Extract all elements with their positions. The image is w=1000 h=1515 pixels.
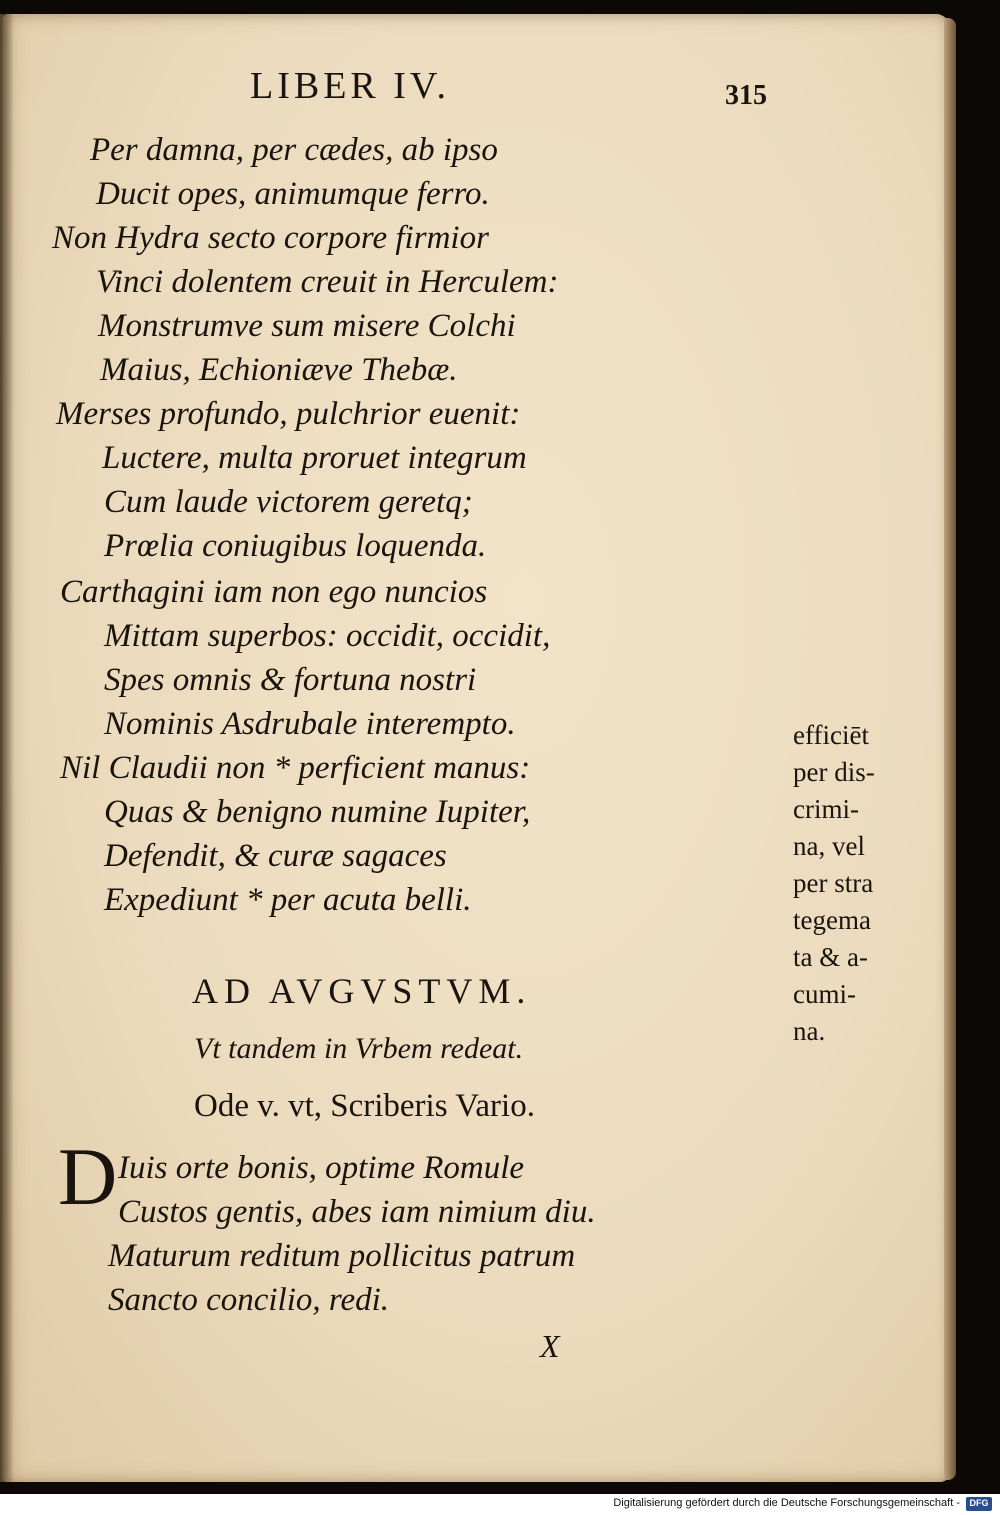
margin-gloss-line: na, vel — [793, 831, 865, 861]
verse-line: Quas & benigno numine Iupiter, — [104, 794, 531, 830]
verse-line: Defendit, & curæ sagaces — [104, 838, 447, 874]
margin-gloss-line: crimi- — [793, 794, 859, 824]
verse-line: Nil Claudii non * perficient manus: — [60, 750, 531, 786]
verse-line: Mittam superbos: occidit, occidit, — [104, 618, 551, 654]
page-edge — [944, 18, 956, 1480]
page-number: 315 — [725, 80, 767, 111]
verse-line: Per damna, per cædes, ab ipso — [90, 132, 498, 168]
verse-line: Carthagini iam non ego nuncios — [60, 574, 488, 610]
ode-line: Sancto concilio, redi. — [108, 1282, 390, 1318]
verse-line: Ducit opes, animumque ferro. — [96, 176, 490, 212]
verse-line: Vinci dolentem creuit in Herculem: — [96, 264, 559, 300]
verse-line: Merses profundo, pulchrior euenit: — [56, 396, 521, 432]
margin-gloss-line: na. — [793, 1016, 826, 1046]
running-head: LIBER IV. — [250, 65, 450, 107]
dfg-logo-icon — [966, 1497, 992, 1511]
dfg-logo-text: DFG — [969, 1498, 989, 1508]
verse-line: Monstrumve sum misere Colchi — [98, 308, 516, 344]
ode-title: AD AVGVSTVM. — [192, 971, 532, 1011]
verse-line: Nominis Asdrubale interempto. — [104, 706, 516, 742]
ode-meter-note: Ode v. vt, Scriberis Vario. — [194, 1088, 535, 1124]
margin-gloss-line: per dis- — [793, 757, 875, 787]
margin-gloss-line: per stra — [793, 868, 874, 898]
margin-gloss-line: efficiēt — [793, 720, 869, 750]
margin-gloss-line: ta & a- — [793, 942, 868, 972]
verse-line: Cum laude victorem geretq; — [104, 484, 473, 520]
ode-line: Maturum reditum pollicitus patrum — [108, 1238, 576, 1274]
verse-line: Spes omnis & fortuna nostri — [104, 662, 477, 698]
digitization-footer — [0, 1494, 1000, 1515]
drop-cap: D — [58, 1131, 118, 1222]
ode-line: Iuis orte bonis, optime Romule — [118, 1150, 525, 1186]
margin-gloss-line: tegema — [793, 905, 871, 935]
margin-gloss-line: cumi- — [793, 979, 856, 1009]
funding-credit: Digitalisierung gefördert durch die Deutsche Forschungsgemeinschaft - — [613, 1497, 960, 1509]
ode-subtitle: Vt tandem in Vrbem redeat. — [194, 1032, 524, 1065]
verse-line: Maius, Echioniæve Thebæ. — [100, 352, 458, 388]
verse-line: Expediunt * per acuta belli. — [104, 882, 472, 918]
ode-line: Custos gentis, abes iam nimium diu. — [118, 1194, 596, 1230]
verse-line: Non Hydra secto corpore firmior — [52, 220, 489, 256]
verse-line: Luctere, multa proruet integrum — [102, 440, 527, 476]
catchword: X — [540, 1328, 560, 1364]
spine-shadow — [0, 14, 14, 1482]
verse-line: Prœlia coniugibus loquenda. — [104, 528, 487, 564]
